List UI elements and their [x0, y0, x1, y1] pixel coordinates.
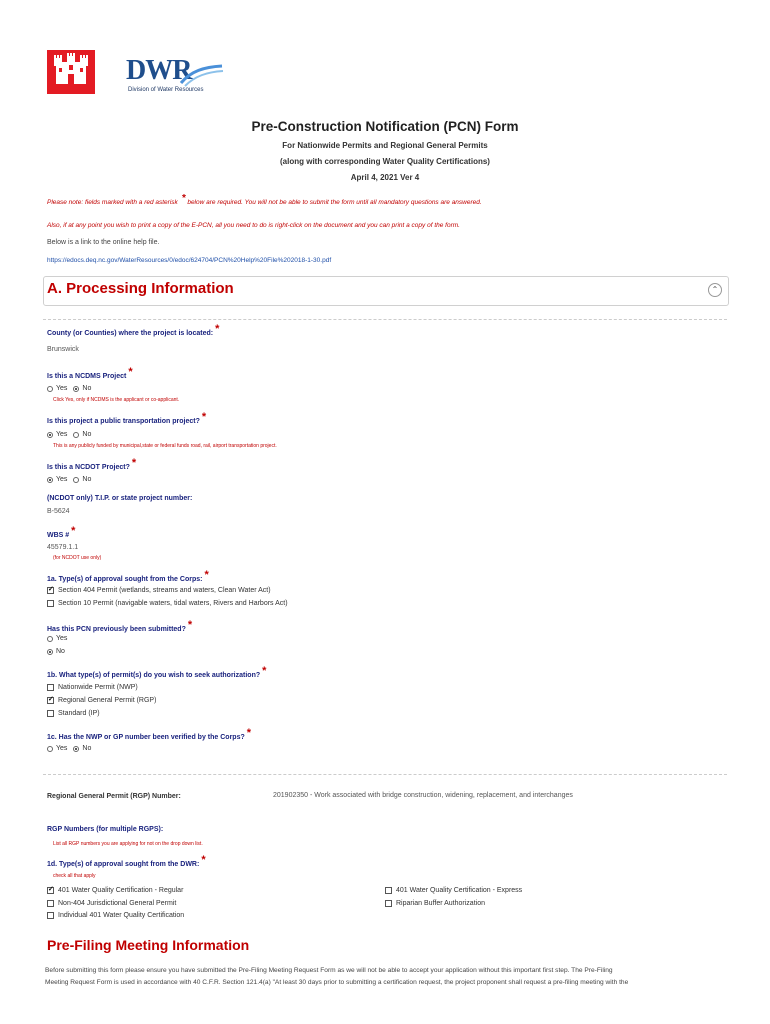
dwr-option-express: 401 Water Quality Certification - Express [385, 887, 522, 894]
county-answer: Brunswick [47, 346, 79, 353]
dwr-approval-question: 1d. Type(s) of approval sought from the DWR: * [47, 854, 206, 868]
corps-approval-question: 1a. Type(s) of approval sought from the Corps: * [47, 569, 209, 583]
rgp-multiple-hint: List all RGP numbers you are applying for not on the drop down list. [53, 841, 203, 847]
divider [43, 319, 727, 320]
riparian-buffer-checkbox[interactable] [385, 900, 392, 907]
individual-wqc-checkbox[interactable] [47, 912, 54, 919]
previous-no-radio[interactable] [47, 649, 53, 655]
dwr-option-regular: ✓ 401 Water Quality Certification - Regular [47, 887, 183, 894]
wave-icon [179, 63, 224, 87]
verified-options: Yes No [47, 745, 91, 752]
county-question: County (or Counties) where the project is located: * [47, 323, 220, 337]
ncdms-yes-radio[interactable] [47, 386, 53, 392]
wbs-answer: 45579.1.1 [47, 544, 79, 551]
corps-option-404: ✓ Section 404 Permit (wetlands, streams and waters, Clean Water Act) [47, 587, 271, 594]
rgp-checkbox[interactable] [47, 697, 54, 704]
prefiling-paragraph-line-1: Before submitting this form please ensure you have submitted the Pre-Filing Meeting Request Form as we will not be able to accept your application without this important first step. The Pre-Filing [45, 967, 613, 974]
ncdms-hint: Click Yes, only if NCDMS is the applicant or co-applicant. [53, 397, 180, 403]
ncdms-no-radio[interactable] [73, 386, 79, 392]
previous-submission-question: Has this PCN previously been submitted? * [47, 619, 193, 633]
dwr-option-individual: Individual 401 Water Quality Certification [47, 912, 184, 919]
ncdot-no-radio[interactable] [73, 477, 79, 483]
tip-question: (NCDOT only) T.I.P. or state project number: [47, 495, 193, 502]
ncdot-options: Yes No [47, 476, 91, 483]
standard-ip-checkbox[interactable] [47, 710, 54, 717]
permit-option-rgp: ✓ Regional General Permit (RGP) [47, 697, 156, 704]
form-subtitle-2: (along with corresponding Water Quality Certifications) [280, 157, 490, 166]
public-transport-question: Is this project a public transportation project? * [47, 411, 207, 425]
tip-answer: B-5624 [47, 508, 70, 515]
public-transport-yes-radio[interactable] [47, 432, 53, 438]
chevron-up-icon[interactable]: ⌃ [708, 283, 722, 297]
required-asterisk: * [181, 193, 186, 204]
dwr-subtitle: Division of Water Resources [128, 87, 204, 93]
section-10-checkbox[interactable] [47, 600, 54, 607]
previous-yes-option: Yes [47, 635, 67, 642]
print-note: Also, if at any point you wish to print a copy of the E-PCN, all you need to do is right-click on the document and you can print a copy of the form. [47, 222, 460, 229]
permit-type-question: 1b. What type(s) of permit(s) do you wish to seek authorization? * [47, 665, 267, 679]
verified-no-radio[interactable] [73, 746, 79, 752]
divider [43, 774, 727, 775]
public-transport-hint: This is any publicly funded by municipal,state or federal funds road, rail, airport transportation project. [53, 443, 277, 449]
wqc-express-checkbox[interactable] [385, 887, 392, 894]
help-link[interactable]: https://edocs.deq.nc.gov/WaterResources/0/edoc/624704/PCN%20Help%20File%202018-1-30.pdf [47, 257, 332, 264]
help-intro: Below is a link to the online help file. [47, 239, 160, 246]
corps-option-10: Section 10 Permit (navigable waters, tidal waters, Rivers and Harbors Act) [47, 600, 288, 607]
dwr-approval-hint: check all that apply [53, 873, 96, 879]
wbs-question: WBS # * [47, 525, 76, 539]
prefiling-paragraph-line-2: Meeting Request Form is used in accordance with 40 C.F.R. Section 121.4(a) "At least 30 days prior to submitting a certification request, the project proponent shall request a pre-filing meeting with the [45, 979, 629, 986]
verified-question: 1c. Has the NWP or GP number been verified by the Corps? * [47, 727, 252, 741]
nwp-checkbox[interactable] [47, 684, 54, 691]
previous-yes-radio[interactable] [47, 636, 53, 642]
wqc-regular-checkbox[interactable] [47, 887, 54, 894]
dwr-logo-text: DWR [126, 55, 192, 86]
form-title: Pre-Construction Notification (PCN) Form [251, 119, 519, 134]
verified-yes-radio[interactable] [47, 746, 53, 752]
ncdms-options: Yes No [47, 385, 91, 392]
prefiling-title: Pre-Filing Meeting Information [47, 937, 250, 953]
section-a-title: A. Processing Information [47, 280, 234, 297]
permit-option-nwp: Nationwide Permit (NWP) [47, 684, 138, 691]
form-version: April 4, 2021 Ver 4 [350, 173, 420, 182]
dwr-logo [124, 55, 224, 99]
ncdms-question: Is this a NCDMS Project * [47, 366, 133, 380]
required-note: Please note: fields marked with a red asterisk * below are required. You will not be able to submit the form until all mandatory questions are answered. [47, 193, 482, 206]
section-404-checkbox[interactable] [47, 587, 54, 594]
rgp-multiple-label: RGP Numbers (for multiple RGPS): [47, 826, 164, 833]
rgp-number-label: Regional General Permit (RGP) Number: [47, 793, 181, 800]
public-transport-no-radio[interactable] [73, 432, 79, 438]
non404-checkbox[interactable] [47, 900, 54, 907]
usace-castle-logo [47, 50, 95, 94]
form-subtitle-1: For Nationwide Permits and Regional General Permits [282, 141, 488, 150]
rgp-number-value: 201902350 - Work associated with bridge construction, widening, replacement, and interchanges [273, 792, 573, 799]
dwr-option-non404: Non-404 Jurisdictional General Permit [47, 900, 176, 907]
dwr-option-buffer: Riparian Buffer Authorization [385, 900, 485, 907]
ncdot-yes-radio[interactable] [47, 477, 53, 483]
public-transport-options: Yes No [47, 431, 91, 438]
wbs-hint: (for NCDOT use only) [53, 555, 102, 561]
previous-no-option: No [47, 648, 65, 655]
permit-option-standard: Standard (IP) [47, 710, 100, 717]
ncdot-question: Is this a NCDOT Project? * [47, 457, 137, 471]
